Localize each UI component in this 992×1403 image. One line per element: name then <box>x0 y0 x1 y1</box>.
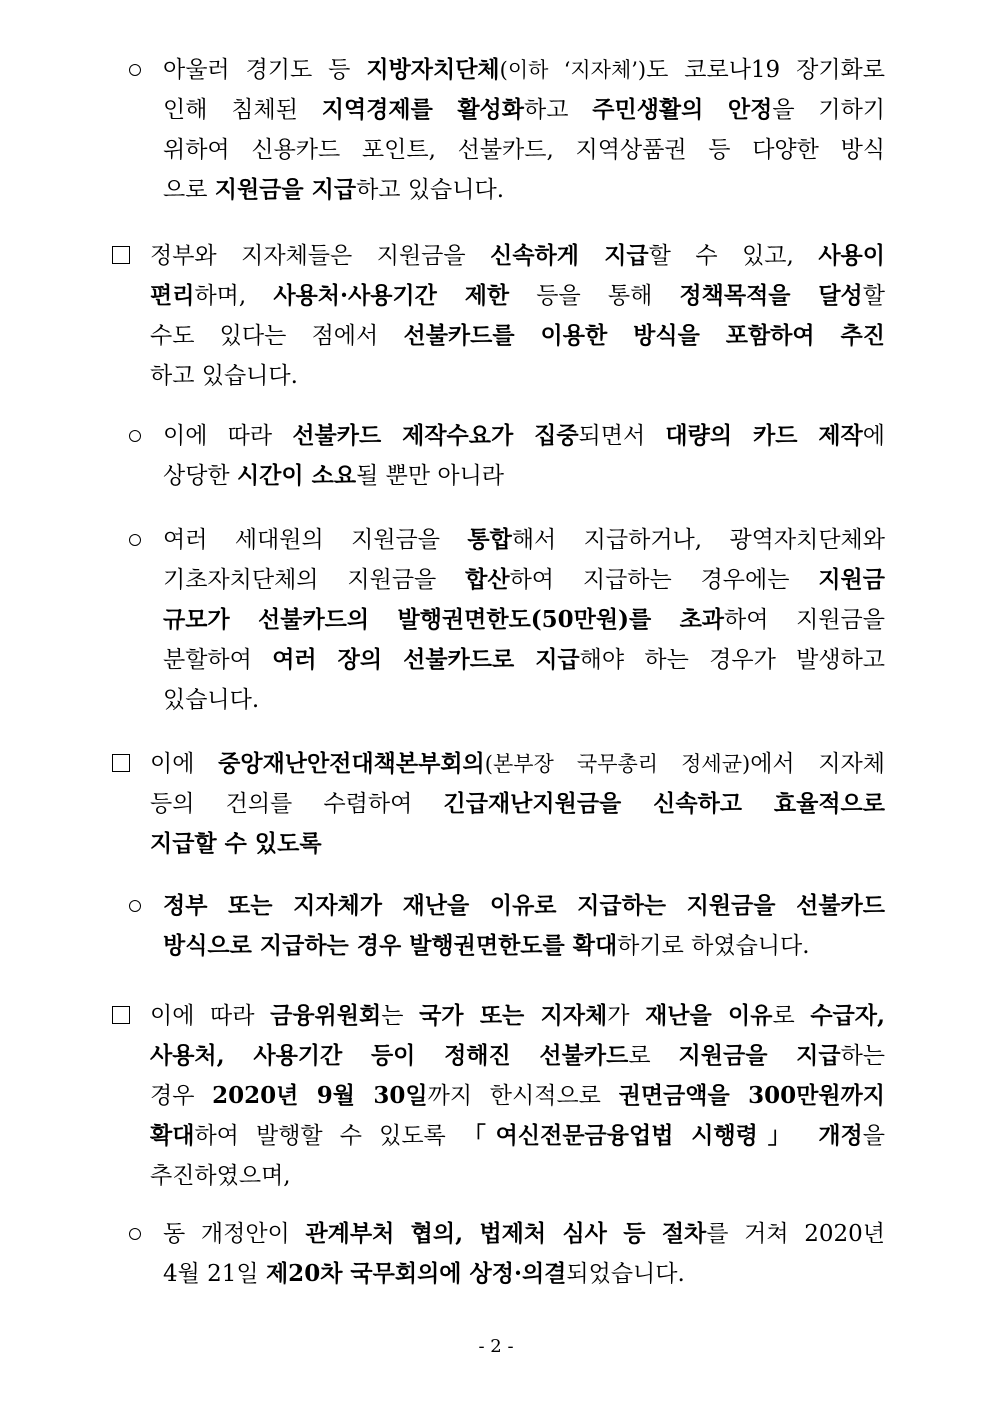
page-number: - 2 - <box>478 1336 514 1357</box>
text-run: 해서 지급하거나, 광역자치단체와 <box>511 527 885 553</box>
bold-text-run: 방식으로 지급하는 경우 발행권면한도를 확대 <box>163 932 618 959</box>
bold-text-run: 수급자, <box>810 1002 886 1029</box>
square-bullet-icon <box>112 246 130 264</box>
bold-text-run: 여러 장의 선불카드로 지급 <box>272 646 580 673</box>
text-line <box>163 416 885 456</box>
text-line <box>150 1156 885 1196</box>
circle-bullet-icon <box>129 64 141 76</box>
text-line <box>150 744 885 784</box>
bold-text-run: 지급할 수 있도록 <box>150 830 322 857</box>
text-run: 도 코로나19 장기화로 <box>646 57 885 83</box>
text-run: 하는 <box>840 1043 885 1069</box>
text-run: 추진하였으며, <box>150 1163 291 1189</box>
bold-text-run: 지방자치단체 <box>366 56 500 83</box>
bold-text-run: 2020년 9월 30일 <box>212 1082 428 1109</box>
bold-text-run: 지원금을 지급 <box>214 176 357 203</box>
text-line <box>163 560 885 600</box>
bold-text-run: 권면금액을 300만원까지 <box>618 1082 885 1109</box>
text-run: 등을 통해 <box>509 283 680 309</box>
text-run: (이하 ‘지자체’) <box>499 58 647 82</box>
paragraph-7 <box>163 1214 885 1294</box>
paragraph-5 <box>163 886 885 966</box>
bold-text-run: 국가 또는 지자체 <box>419 1002 608 1029</box>
text-run: 아울러 경기도 등 <box>163 57 367 83</box>
text-line <box>163 886 885 926</box>
text-line <box>150 316 885 356</box>
bold-text-run: 정책목적을 달성 <box>679 282 863 309</box>
bold-text-run: 사용처·사용기간 제한 <box>273 282 510 309</box>
text-run: 여러 세대원의 지원금을 <box>163 527 468 553</box>
text-line <box>150 1116 885 1156</box>
text-line <box>163 1214 885 1254</box>
bold-text-run: 신속하게 지급 <box>490 242 649 269</box>
text-run: 로 <box>772 1003 811 1029</box>
text-run: 가 <box>607 1003 646 1029</box>
bold-text-run: 사용이 <box>818 242 885 269</box>
text-line <box>150 356 885 396</box>
paragraph-2 <box>163 416 885 496</box>
text-run: 할 <box>862 283 885 309</box>
circle-bullet-icon <box>129 900 141 912</box>
text-run: 기초자치단체의 지원금을 <box>163 567 466 593</box>
text-run: 를 거쳐 2020년 <box>706 1221 885 1247</box>
text-line <box>163 680 885 720</box>
bold-text-run: 제20차 국무회의에 상정·의결 <box>265 1260 567 1287</box>
text-line <box>163 90 885 130</box>
circle-bullet-icon <box>129 1228 141 1240</box>
square-bullet-icon <box>112 754 130 772</box>
bold-text-run: 규모가 선불카드의 발행권면한도(50만원)를 초과 <box>163 606 725 633</box>
bold-text-run: 주민생활의 안정 <box>592 96 773 123</box>
bold-text-run: 관계부처 협의, 법제처 심사 등 절차 <box>305 1220 707 1247</box>
text-line <box>163 640 885 680</box>
text-run: 에서 지자체 <box>750 751 885 777</box>
text-line <box>150 276 885 316</box>
text-run: 인해 침체된 <box>163 97 322 123</box>
bold-text-run: 대량의 카드 제작 <box>665 422 863 449</box>
bold-text-run: 선불카드를 이용한 방식을 포함하여 추진 <box>403 322 885 349</box>
text-run: 하여 발행할 수 있도록 <box>194 1123 463 1149</box>
paragraph-1 <box>150 236 885 396</box>
text-run: 경우 <box>150 1083 213 1109</box>
text-run: 되었습니다. <box>566 1261 685 1287</box>
text-line <box>163 170 885 210</box>
text-line <box>163 50 885 90</box>
text-line <box>150 784 885 824</box>
text-run: 이에 따라 <box>150 1003 271 1029</box>
text-run: 하고 있습니다. <box>150 363 298 389</box>
text-run: 분할하여 <box>163 647 273 673</box>
text-line <box>150 1036 885 1076</box>
bold-text-run: 지원금을 지급 <box>678 1042 841 1069</box>
circle-bullet-icon <box>129 430 141 442</box>
paragraph-0 <box>163 50 885 210</box>
text-run: 하고 있습니다. <box>356 177 505 203</box>
paragraph-3 <box>163 520 885 720</box>
text-line <box>150 824 885 864</box>
text-run: 수도 있다는 점에서 <box>150 323 404 349</box>
text-run: 는 <box>381 1003 420 1029</box>
text-run: 위하여 신용카드 포인트, 선불카드, 지역상품권 등 다양한 방식 <box>163 137 885 163</box>
text-run: 되면서 <box>578 423 666 449</box>
text-line <box>163 520 885 560</box>
text-run: 상당한 <box>163 463 237 489</box>
text-line <box>163 130 885 170</box>
bold-text-run: 시간이 소요 <box>236 462 357 489</box>
bold-text-run: 지역경제를 활성화 <box>321 96 524 123</box>
bold-text-run: 재난을 이유 <box>645 1002 773 1029</box>
bold-text-run: 정부 또는 지자체가 재난을 이유로 지급하는 지원금을 선불카드 <box>163 892 885 919</box>
text-run: 을 기하기 <box>772 97 886 123</box>
bold-text-run: 확대 <box>150 1122 195 1149</box>
bold-text-run: 통합 <box>467 526 512 553</box>
text-run: 로 <box>628 1043 679 1069</box>
paragraph-4 <box>150 744 885 864</box>
bold-text-run: 지원금 <box>818 566 885 593</box>
text-run: 에 <box>862 423 885 449</box>
text-run: 동 개정안이 <box>163 1221 306 1247</box>
bold-text-run: 금융위원회 <box>270 1002 382 1029</box>
paragraph-6 <box>150 996 885 1196</box>
text-line <box>150 996 885 1036</box>
text-run: (본부장 국무총리 정세균) <box>484 752 751 776</box>
bold-text-run: 사용처, 사용기간 등이 정해진 선불카드 <box>150 1042 629 1069</box>
text-run: 등의 건의를 수렴하여 <box>150 791 444 817</box>
text-run: 하여 지급하는 경우에는 <box>509 567 819 593</box>
text-run: 까지 한시적으로 <box>427 1083 619 1109</box>
text-run: 정부와 지자체들은 지원금을 <box>150 243 491 269</box>
bold-text-run: 긴급재난지원금을 신속하고 효율적으로 <box>443 790 885 817</box>
text-run: 있습니다. <box>163 687 260 713</box>
circle-bullet-icon <box>129 534 141 546</box>
text-run: 을 <box>862 1123 885 1149</box>
text-line <box>163 600 885 640</box>
bold-text-run: 합산 <box>465 566 510 593</box>
text-run: 해야 하는 경우가 발생하고 <box>579 647 886 673</box>
text-line <box>163 926 885 966</box>
text-run: 이에 따라 <box>163 423 293 449</box>
text-run: 하며, <box>194 283 274 309</box>
text-run: 이에 <box>150 751 219 777</box>
text-run: 하고 <box>524 97 593 123</box>
text-line <box>150 1076 885 1116</box>
text-run: 하여 지원금을 <box>724 607 885 633</box>
text-run: 될 뿐만 아니라 <box>356 463 505 489</box>
text-line <box>150 236 885 276</box>
text-line <box>163 456 885 496</box>
bold-text-run: 편리 <box>150 282 195 309</box>
text-run: 할 수 있고, <box>648 243 819 269</box>
bold-text-run: 선불카드 제작수요가 집중 <box>292 422 579 449</box>
text-run: 하기로 하였습니다. <box>617 933 810 959</box>
square-bullet-icon <box>112 1006 130 1024</box>
text-run: 4월 21일 <box>163 1261 266 1287</box>
text-line <box>163 1254 885 1294</box>
bold-text-run: 중앙재난안전대책본부회의 <box>218 750 485 777</box>
bold-text-run: 「여신전문금융업법 시행령」 개정 <box>462 1122 863 1149</box>
text-run: 으로 <box>163 177 215 203</box>
